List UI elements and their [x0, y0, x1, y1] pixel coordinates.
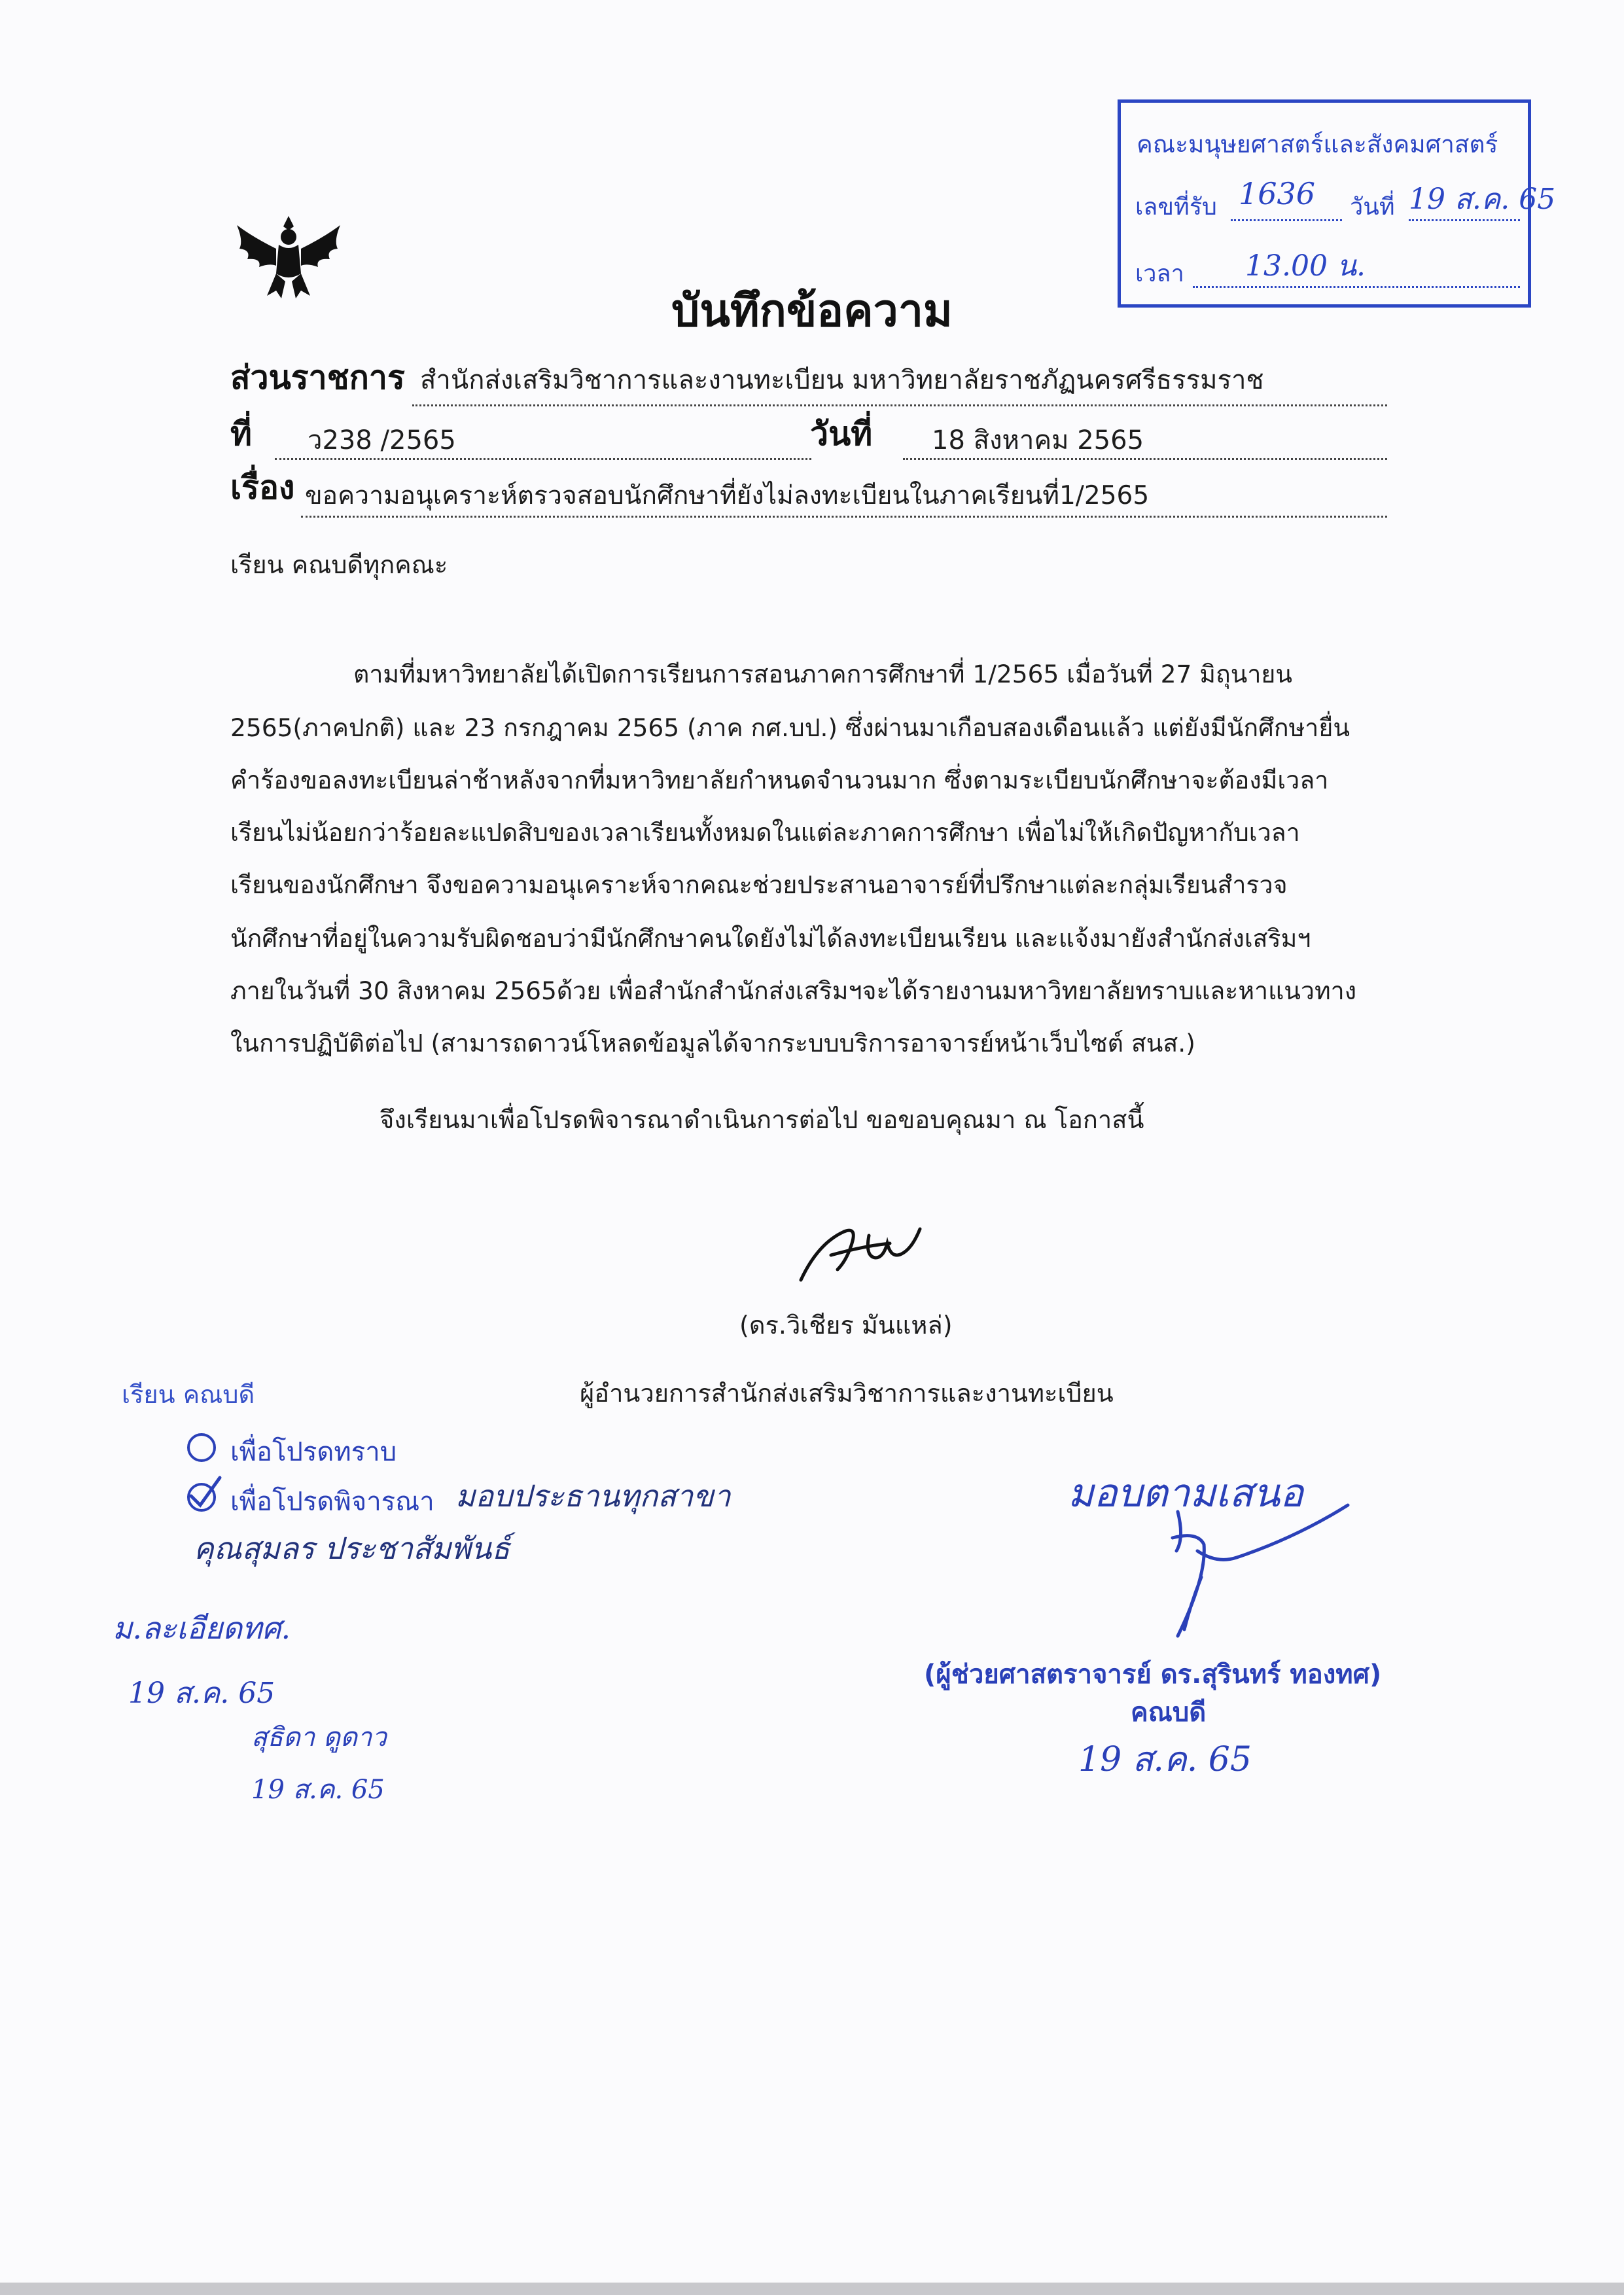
note-line-2: คุณสุมลร ประชาสัมพันธ์: [194, 1531, 510, 1566]
body-line: ภายในวันที่ 30 สิงหาคม 2565ด้วย เพื่อสำนักสำนักส่งเสริมฯจะได้รายงานมหาวิทยาลัยทราบและหาแนวทาง: [230, 976, 1357, 1005]
body-line: คำร้องขอลงทะเบียนล่าช้าหลังจากที่มหาวิทยาลัยกำหนดจำนวนมาก ซึ่งตามระเบียบนักศึกษาจะต้องมีเวลา: [230, 766, 1329, 794]
ref-value: ว238 /2565: [308, 425, 456, 455]
body-line: ตามที่มหาวิทยาลัยได้เปิดการเรียนการสอนภาคการศึกษาที่ 1/2565 เมื่อวันที่ 27 มิถุนายน: [353, 660, 1292, 688]
dean-signature-icon: [1139, 1499, 1361, 1649]
stamp-date-label: วันที่: [1350, 194, 1395, 221]
option-2-check-icon: [185, 1474, 224, 1513]
note-option-2: เพื่อโปรดพิจารณา: [230, 1487, 434, 1517]
note-date-2: 19 ส.ค. 65: [251, 1775, 385, 1805]
scan-edge: [0, 2283, 1624, 2295]
note-option-1: เพื่อโปรดทราบ: [230, 1437, 397, 1467]
signatory-name: (ดร.วิเชียร มันแหล่): [739, 1311, 953, 1340]
note-date-1: 19 ส.ค. 65: [128, 1677, 275, 1710]
option-1-circle-icon: [187, 1433, 216, 1462]
ref-label: ที่: [230, 415, 252, 453]
stamp-receipt-label: เลขที่รับ: [1135, 194, 1217, 221]
subject-value: ขอความอนุเคราะห์ตรวจสอบนักศึกษาที่ยังไม่ลงทะเบียนในภาคเรียนที่1/2565: [305, 481, 1150, 510]
memo-title: บันทึกข้อความ: [671, 285, 953, 337]
signatory-position: ผู้อำนวยการสำนักส่งเสริมวิชาการและงานทะเบียน: [580, 1379, 1114, 1408]
dean-date: 19 ส.ค. 65: [1078, 1740, 1252, 1779]
dean-position: คณบดี: [1131, 1698, 1207, 1728]
dean-instruction: มอบตามเสนอ: [1068, 1470, 1304, 1516]
subject-label: เรื่อง: [230, 469, 295, 507]
stamp-org: คณะมนุษยศาสตร์และสังคมศาสตร์: [1137, 130, 1498, 158]
body-line: เรียนของนักศึกษา จึงขอความอนุเคราะห์จากคณะช่วยประสานอาจารย์ที่ปรึกษาแต่ละกลุ่มเรียนสำรวจ: [230, 870, 1288, 899]
note-to: เรียน คณบดี: [122, 1380, 255, 1409]
director-signature-icon: [792, 1217, 929, 1289]
date-value: 18 สิงหาคม 2565: [932, 425, 1144, 455]
body-line: เรียนไม่น้อยกว่าร้อยละแปดสิบของเวลาเรียนทั้งหมดในแต่ละภาคการศึกษา เพื่อไม่ให้เกิดปัญหากับเวลา: [230, 818, 1300, 847]
note-line-1: มอบประธานทุกสาขา: [455, 1478, 731, 1514]
agency-label: ส่วนราชการ: [230, 359, 405, 397]
stamp-date-value: 19 ส.ค. 65: [1409, 183, 1556, 216]
body-line: ในการปฏิบัติต่อไป (สามารถดาวน์โหลดข้อมูลได้จากระบบบริการอาจารย์หน้าเว็บไซต์ สนส.): [230, 1029, 1195, 1058]
stamp-time-value: 13.00 น.: [1245, 249, 1366, 283]
closing-line: จึงเรียนมาเพื่อโปรดพิจารณาดำเนินการต่อไป ขอขอบคุณมา ณ โอกาสนี้: [380, 1105, 1144, 1134]
agency-value: สำนักส่งเสริมวิชาการและงานทะเบียน มหาวิทยาลัยราชภัฏนครศรีธรรมราช: [420, 365, 1264, 395]
stamp-time-label: เวลา: [1135, 260, 1184, 287]
note-sign-1: ม.ละเอียดทศ.: [113, 1610, 291, 1646]
dean-name: (ผู้ช่วยศาสตราจารย์ ดร.สุรินทร์ ทองทศ): [924, 1660, 1382, 1690]
date-label: วันที่: [810, 415, 873, 453]
body-line: นักศึกษาที่อยู่ในความรับผิดชอบว่ามีนักศึกษาคนใดยังไม่ได้ลงทะเบียนเรียน และแจ้งมายังสำนักส่งเสริมฯ: [230, 924, 1311, 953]
body-line: 2565(ภาคปกติ) และ 23 กรกฎาคม 2565 (ภาค กศ.บป.) ซึ่งผ่านมาเกือบสองเดือนแล้ว แต่ยังมีนักศึกษายื่น: [230, 713, 1350, 742]
stamp-receipt-no: 1636: [1239, 176, 1316, 211]
note-sign-2: สุธิดา ดูดาว: [251, 1722, 387, 1752]
salutation: เรียน คณบดีทุกคณะ: [230, 550, 448, 579]
